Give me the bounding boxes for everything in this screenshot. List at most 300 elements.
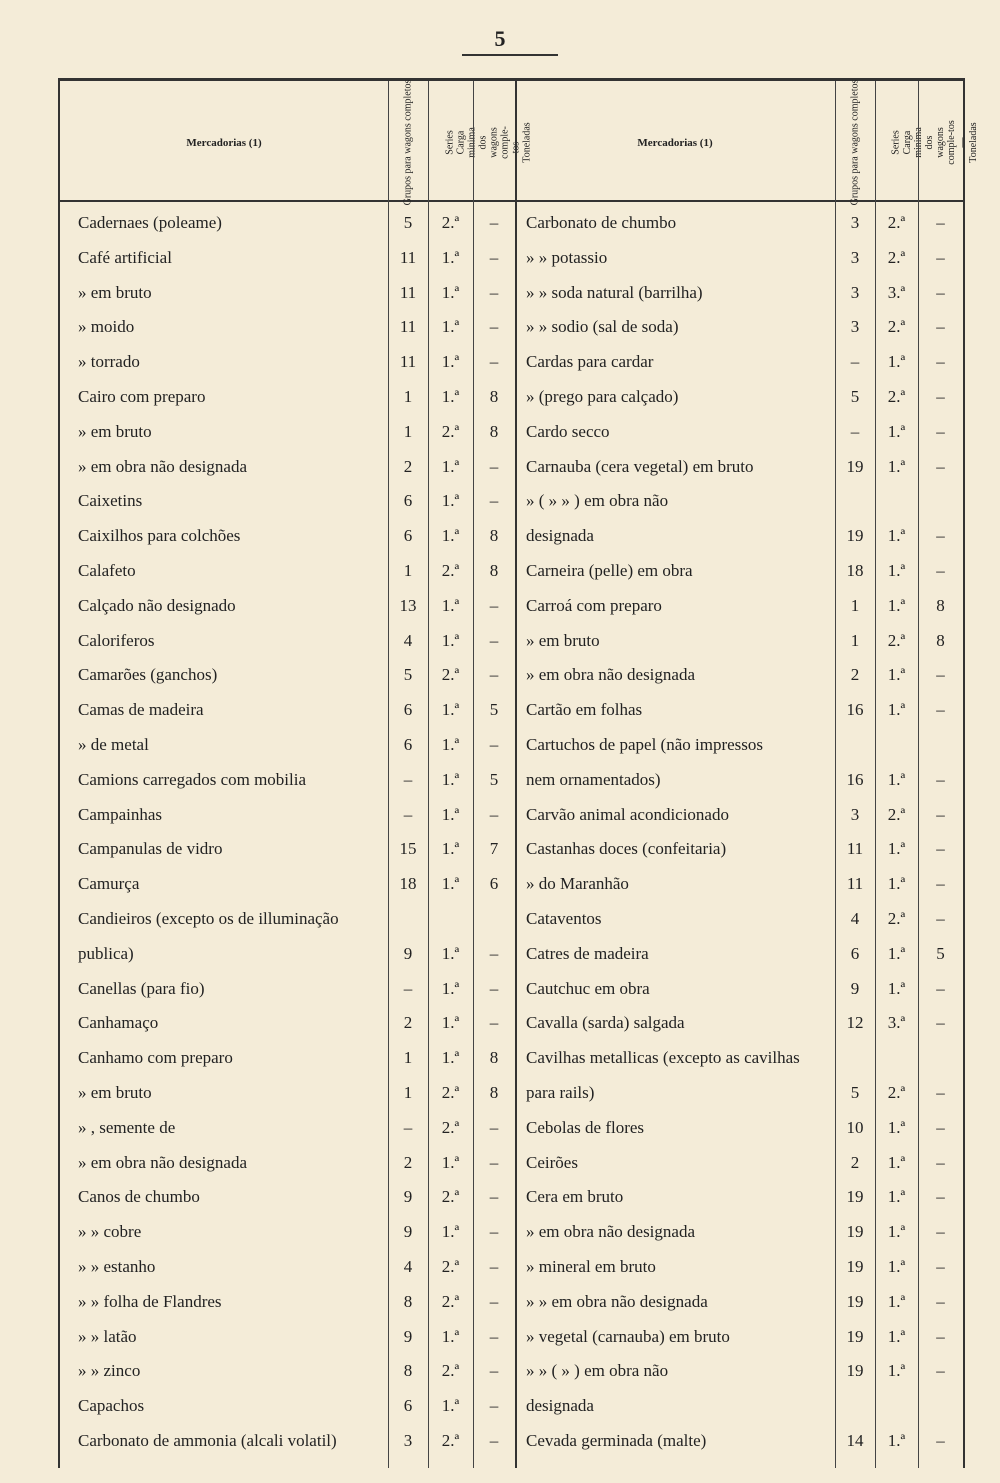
left-item-serie: 1.ª [441,874,460,894]
left-item-carga: – [489,1117,499,1137]
right-item-name: » » ( » ) em obra não [526,1361,669,1381]
left-item-grupo: 1 [403,1048,413,1068]
left-item-grupo: 6 [403,700,413,720]
right-item-name: » » sodio (sal de soda) [526,317,679,337]
table-row [60,797,963,832]
left-item-grupo: – [403,978,413,998]
table-row [60,1353,963,1388]
right-item-carga: – [936,387,945,406]
left-item-name: Capachos [78,1396,145,1416]
left-item-carga: – [489,735,499,754]
left-item-carga: – [489,247,499,267]
right-item-carga: – [936,456,945,476]
right-item-name: Cera em bruto [526,1187,624,1207]
left-item-grupo: 9 [403,943,413,963]
right-item-grupo: 19 [846,1187,864,1207]
left-item-carga: – [489,1013,499,1033]
right-item-serie [875,727,918,762]
left-item-grupo: 1 [403,1083,413,1102]
left-item-name: Carbonato de ammonia (alcali volatil) [78,1431,337,1450]
left-item-carga: – [489,1152,499,1172]
left-item-carga: – [489,1326,499,1346]
right-item-name: nem ornamentados) [526,769,661,789]
left-item-serie: 2.ª [441,665,460,685]
left-item-serie: 1.ª [441,700,460,720]
right-item-name: Cautchuc em obra [526,978,650,998]
left-item-serie: 1.ª [441,387,460,406]
left-item-name: Canhamaço [78,1013,159,1033]
right-item-name: Cardo secco [526,421,610,441]
left-item-grupo: 3 [403,1431,413,1450]
right-item-carga: – [936,1222,945,1242]
right-item-carga: – [936,421,945,441]
left-item-name: Caloriferos [78,630,155,650]
right-item-grupo: 16 [846,700,864,720]
header-mercadorias-right: Mercadorias (1) [637,136,713,149]
right-item-carga: – [936,700,945,720]
right-item-serie: 1.ª [887,700,906,720]
left-item-carga: – [489,943,499,963]
left-item-serie: 1.ª [441,1013,460,1033]
left-item-grupo: 5 [403,213,413,232]
right-item-name: para rails) [526,1083,595,1102]
left-item-grupo: 13 [399,595,417,615]
header-mercadorias-left: Mercadorias (1) [186,136,262,149]
right-item-grupo: 3 [850,804,860,824]
right-item-carga: – [936,769,945,789]
right-item-name: Cartuchos de papel (não impressos [526,735,763,754]
right-item-serie: 2.ª [887,1083,906,1102]
page-number: 5 [494,26,506,51]
table-row [60,692,963,727]
left-item-name: » » folha de Flandres [78,1291,222,1311]
right-item-serie: 1.ª [887,874,906,894]
right-item-serie: 1.ª [887,421,906,441]
left-item-serie: 1.ª [441,1222,460,1242]
left-item-name: » em bruto [78,421,152,441]
header-series-right: Series [890,130,902,155]
right-item-grupo: 2 [850,665,860,685]
left-item-name: » moido [78,317,135,337]
table-row [60,1005,963,1040]
right-item-serie: 2.ª [887,909,906,928]
table-row [60,309,963,344]
table-row [60,762,963,797]
left-item-serie: 1.ª [441,735,460,754]
left-item-grupo: 9 [403,1326,413,1346]
right-item-grupo: 16 [846,769,864,789]
left-item-grupo: 6 [403,1396,413,1416]
right-item-grupo: 10 [846,1117,864,1137]
left-item-name: Café artificial [78,247,172,267]
left-item-grupo: 1 [403,387,413,406]
right-item-grupo: 19 [846,456,864,476]
left-item-grupo: – [403,1117,413,1137]
right-item-name: » em obra não designada [526,665,695,685]
left-item-carga: 8 [489,421,499,441]
left-item-carga: – [489,1222,499,1242]
right-item-serie: 1.ª [887,1291,906,1311]
right-item-carga: – [936,839,945,859]
right-item-grupo: 14 [846,1431,864,1450]
left-item-grupo: 9 [403,1222,413,1242]
right-item-grupo: 2 [850,1152,860,1172]
left-item-carga: 7 [489,839,499,859]
left-item-serie: 2.ª [441,1257,460,1276]
right-item-carga: – [936,874,945,894]
right-item-grupo: 11 [846,839,864,859]
right-item-grupo: 3 [850,247,860,267]
left-item-grupo: 2 [403,1013,413,1033]
left-item-carga: – [489,1361,499,1381]
right-item-grupo: 4 [850,909,860,928]
left-item-name: » de metal [78,735,149,754]
right-item-name: » (prego para calçado) [526,387,679,406]
table-row [60,1179,963,1214]
left-item-name: Camions carregados com mobilia [78,769,307,789]
right-item-serie: 1.ª [887,1152,906,1172]
right-item-serie [875,1040,918,1075]
left-item-grupo: 8 [403,1361,413,1381]
right-item-serie: 2.ª [887,247,906,267]
right-item-name: designada [526,526,594,546]
right-item-serie: 1.ª [887,1326,906,1346]
table-row [60,275,963,310]
left-item-name: » em obra não designada [78,1152,247,1172]
left-item-carga: – [489,630,499,650]
left-item-grupo: 8 [403,1291,413,1311]
right-item-grupo: 3 [850,213,860,232]
left-item-serie: 2.ª [441,421,460,441]
left-item-serie: 1.ª [441,491,460,511]
left-item-serie: 1.ª [441,943,460,963]
left-item-carga: – [489,1431,499,1450]
left-item-carga: 8 [489,1048,499,1068]
table-row [60,379,963,414]
table-row [60,1319,963,1354]
left-item-name: » em bruto [78,282,152,302]
right-item-name: » vegetal (carnauba) em bruto [526,1326,730,1346]
right-item-grupo: 19 [846,526,864,546]
left-item-grupo: 6 [403,735,413,754]
header-grupos-left: Grupos para wagons completos [402,79,414,206]
left-item-grupo: 18 [399,874,417,894]
left-item-carga: – [489,1291,499,1311]
left-item-grupo: 15 [399,839,417,859]
left-item-carga: 6 [489,874,499,894]
left-item-grupo: 6 [403,526,413,546]
right-item-carga: – [936,1291,945,1311]
left-item-grupo: – [403,769,413,789]
right-item-name: Cartão em folhas [526,700,643,720]
right-item-grupo: – [850,352,860,372]
right-item-grupo: 19 [846,1361,864,1381]
right-item-name: Cevada germinada (malte) [526,1431,707,1450]
right-item-carga [918,483,963,518]
left-item-carga: – [489,978,499,998]
left-item-name: » » zinco [78,1361,141,1381]
table-row [60,483,963,518]
right-item-serie: 2.ª [887,630,906,650]
right-item-grupo: 19 [846,1291,864,1311]
left-item-carga: – [489,804,499,824]
left-item-serie: 1.ª [441,1048,460,1068]
right-item-grupo: 1 [850,595,860,615]
right-item-name: » ( » » ) em obra não [526,491,669,511]
right-item-grupo: 11 [846,874,864,894]
table-row [60,971,963,1006]
right-item-grupo [835,1388,875,1423]
right-item-name: » do Maranhão [526,874,629,894]
right-item-name: Carvão animal acondicionado [526,804,729,824]
left-item-name: Canhamo com preparo [78,1048,233,1068]
right-item-carga: – [936,1187,945,1207]
left-item-name: » » latão [78,1326,137,1346]
left-item-serie: 1.ª [441,456,460,476]
right-item-carga [918,1388,963,1423]
right-item-carga: – [936,1431,945,1450]
right-item-name: Carbonato de chumbo [526,213,677,232]
right-item-carga: – [936,1083,945,1102]
table-row [60,1075,963,1110]
left-item-serie: 1.ª [441,1396,460,1416]
left-item-name: Camarões (ganchos) [78,665,218,685]
left-item-serie: 1.ª [441,352,460,372]
table-row [60,449,963,484]
right-item-serie [875,1388,918,1423]
right-item-serie: 2.ª [887,317,906,337]
right-item-grupo: 18 [846,561,864,580]
right-item-serie: 2.ª [887,387,906,406]
right-item-carga: – [936,1117,945,1137]
left-item-name: Candieiros (excepto os de illuminação [78,909,339,928]
left-item-serie [428,901,473,936]
left-item-grupo: 2 [403,1152,413,1172]
right-item-serie: 1.ª [887,1187,906,1207]
right-item-grupo [835,483,875,518]
right-item-serie: 2.ª [887,213,906,232]
table-row [60,414,963,449]
right-item-name: » em bruto [526,630,600,650]
right-item-grupo: 5 [850,387,860,406]
left-item-carga: – [489,456,499,476]
right-item-name: Ceirões [526,1152,578,1172]
table-row [60,588,963,623]
right-item-name: » em obra não designada [526,1222,695,1242]
table-row [60,240,963,275]
right-item-serie: 1.ª [887,665,906,685]
left-item-name: Camas de madeira [78,700,204,720]
right-item-serie: 1.ª [887,978,906,998]
left-item-name: Caixetins [78,491,143,511]
right-item-grupo: 1 [850,630,860,650]
left-item-serie: 2.ª [441,1431,460,1450]
left-item-carga: 8 [489,526,499,546]
right-item-carga: – [936,352,945,372]
table-row [60,1284,963,1319]
table-row [60,1110,963,1145]
left-item-name: » » cobre [78,1222,142,1242]
right-item-serie: 3.ª [887,1013,906,1033]
left-item-grupo: 5 [403,665,413,685]
left-item-carga: 8 [489,561,499,580]
left-item-name: » em obra não designada [78,456,247,476]
left-item-serie: 2.ª [441,1291,460,1311]
right-item-serie: 1.ª [887,1222,906,1242]
table-header [60,79,979,206]
left-item-serie: 2.ª [441,213,460,232]
right-item-carga [918,727,963,762]
table-row [60,1145,963,1180]
right-item-name: » mineral em bruto [526,1257,656,1276]
left-item-name: Cairo com preparo [78,387,206,406]
left-item-name: » , semente de [78,1117,176,1137]
left-item-carga: – [489,317,499,337]
right-item-name: Cebolas de flores [526,1117,645,1137]
left-item-serie: 2.ª [441,1117,460,1137]
table-row [60,205,963,240]
right-item-grupo [835,1040,875,1075]
right-item-serie: 1.ª [887,1431,906,1450]
right-item-serie: 3.ª [887,282,906,302]
table-row [60,623,963,658]
left-item-serie: 1.ª [441,282,460,302]
right-item-serie: 1.ª [887,1117,906,1137]
left-item-carga: 8 [489,1083,499,1102]
table-row [60,1249,963,1284]
right-item-carga: 8 [936,595,945,615]
header-series-left: Series [444,130,456,155]
right-item-grupo: 3 [850,317,860,337]
right-item-serie: 1.ª [887,1257,906,1276]
right-item-name: Cardas para cardar [526,352,654,372]
left-item-name: » torrado [78,352,140,372]
right-item-serie: 1.ª [887,561,906,580]
header-grupos-right: Grupos para wagons completos [849,79,861,206]
right-item-carga: – [936,282,945,302]
right-item-serie: 1.ª [887,1361,906,1381]
right-item-carga: – [936,978,945,998]
left-item-name: Caixilhos para colchões [78,526,241,546]
right-item-name: Carneira (pelle) em obra [526,561,693,580]
header-carga-left: Carga minima dos wagons comple-tos—Toneladas [455,122,533,163]
right-item-carga: – [936,1257,945,1276]
table-row [60,657,963,692]
right-item-serie: 1.ª [887,456,906,476]
right-item-serie: 1.ª [887,526,906,546]
right-item-name: Cataventos [526,909,602,928]
left-item-carga: 8 [489,387,499,406]
right-item-grupo: 6 [850,943,860,963]
left-item-name: Calçado não designado [78,595,236,615]
right-item-serie: 1.ª [887,595,906,615]
left-item-grupo: 11 [399,247,417,267]
left-item-grupo: 4 [403,1257,413,1276]
right-item-name: » » em obra não designada [526,1291,708,1311]
left-item-carga: – [489,595,499,615]
left-item-serie: 1.ª [441,1152,460,1172]
left-item-serie: 1.ª [441,978,460,998]
right-item-carga: – [936,561,945,580]
right-item-carga: 8 [936,630,945,650]
right-item-serie: 1.ª [887,839,906,859]
left-item-carga: – [489,282,499,302]
left-item-carga: – [489,1396,499,1416]
right-item-serie: 1.ª [887,352,906,372]
right-item-carga: – [936,909,945,928]
right-item-grupo: 3 [850,282,860,302]
left-item-name: Cadernaes (poleame) [78,213,222,232]
left-item-carga [473,901,515,936]
table-row [60,1040,963,1075]
left-item-carga: 5 [489,700,499,720]
left-item-serie: 1.ª [441,630,460,650]
left-item-carga: – [489,352,499,372]
left-item-serie: 2.ª [441,1083,460,1102]
left-item-grupo: 11 [399,352,417,372]
right-item-carga: – [936,1013,945,1033]
table-row [60,936,963,971]
left-item-name: Campanulas de vidro [78,839,223,859]
table-row [60,344,963,379]
left-item-carga: – [489,491,499,511]
right-item-grupo: 19 [846,1222,864,1242]
left-item-carga: – [489,665,499,685]
right-item-name: Cavalla (sarda) salgada [526,1013,685,1033]
header-carga-right: Carga minima dos wagons comple-tos—Toneladas [902,120,979,165]
left-item-carga: – [489,1257,499,1276]
left-item-serie: 1.ª [441,317,460,337]
right-item-grupo: – [850,421,860,441]
left-item-serie: 2.ª [441,1187,460,1207]
left-item-serie: 1.ª [441,526,460,546]
right-item-carga: – [936,1361,945,1381]
table-row [60,831,963,866]
left-item-carga: 5 [489,769,499,789]
table-row [60,1388,963,1423]
left-item-grupo: 1 [403,421,413,441]
table-row [60,1214,963,1249]
right-item-name: Catres de madeira [526,943,649,963]
right-item-serie: 1.ª [887,769,906,789]
left-item-name: » em bruto [78,1083,152,1102]
right-item-serie: 1.ª [887,943,906,963]
left-item-grupo [388,901,428,936]
left-item-carga: – [489,213,499,232]
right-item-carga: – [936,247,945,267]
table-row [60,901,963,936]
left-item-grupo: 11 [399,317,417,337]
left-item-name: publica) [78,943,134,963]
left-item-serie: 2.ª [441,561,460,580]
table-row [60,1423,963,1458]
right-item-name: Carnauba (cera vegetal) em bruto [526,456,754,476]
left-item-serie: 1.ª [441,595,460,615]
right-item-name: Carroá com preparo [526,595,662,615]
page-number-rule [462,54,558,56]
left-item-grupo: – [403,804,413,824]
right-item-name: Cavilhas metallicas (excepto as cavilhas [526,1048,800,1068]
table-row [60,518,963,553]
right-item-grupo: 19 [846,1257,864,1276]
right-item-carga [918,1040,963,1075]
right-item-grupo [835,727,875,762]
left-item-grupo: 6 [403,491,413,511]
right-item-serie: 2.ª [887,804,906,824]
left-item-serie: 2.ª [441,1361,460,1381]
left-item-serie: 1.ª [441,804,460,824]
right-item-grupo: 5 [850,1083,860,1102]
